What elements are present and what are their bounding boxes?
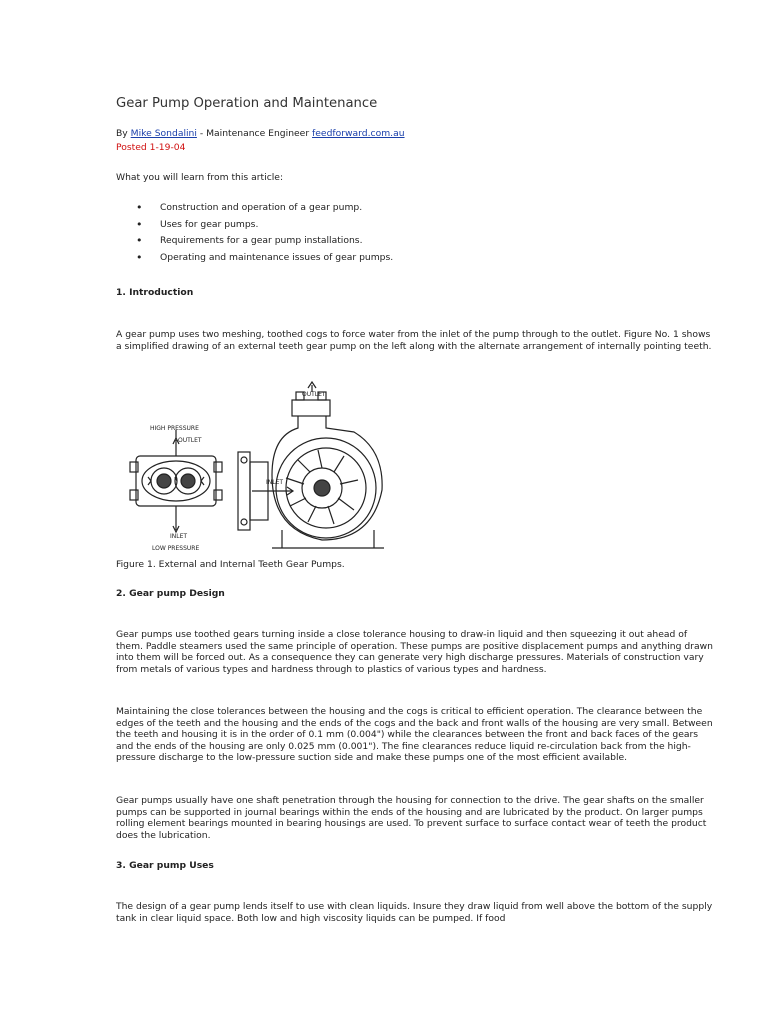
paragraph: Gear pumps usually have one shaft penetration through the housing for connection to the drive. The gear shafts on the smaller pumps can be supported in journal bearings within the ends of the housing and are lubricated by the product. On larger pumps rolling element bearings mounted in bearing housings are used. To prevent surface to surface contact wear of teeth the product does the lubrication. <box>116 795 707 841</box>
paragraph: Gear pumps use toothed gears turning inside a close tolerance housing to draw-in liquid and then squeezing it out ahead of them. Paddle steamers used the same principle of operation. These pumps are positive displacement pumps and anything drawn into them will be forced out. As a consequence they can generate very high discharge pressures. Materials of construction vary from metals of various types and hardness through to plastics of various types and hardness. <box>116 629 713 675</box>
paragraph: The design of a gear pump lends itself to use with clean liquids. Insure they draw liquid from well above the bottom of the supply tank in clear liquid space. Both low and high viscosity liquids can be pumped. If food <box>116 901 713 924</box>
label-inlet-small: INLET <box>170 533 188 540</box>
label-high-pressure: HIGH PRESSURE <box>150 425 199 432</box>
page-title: Gear Pump Operation and Maintenance <box>116 96 378 111</box>
intro-text: What you will learn from this article: <box>116 172 284 183</box>
internal-gear-pump-drawing <box>238 382 384 548</box>
learning-list <box>116 202 516 268</box>
list-item: • Uses for gear pumps. <box>116 219 516 236</box>
label-outlet-large: OUTLET <box>302 391 326 398</box>
gear-pump-figure <box>122 380 522 558</box>
list-item: • Operating and maintenance issues of gear pumps. <box>116 252 516 269</box>
author-role: - Maintenance Engineer <box>196 128 313 139</box>
site-link[interactable]: feedforward.com.au <box>312 128 405 139</box>
list-item: • Requirements for a gear pump installations. <box>116 235 516 252</box>
figure-caption: Figure 1. External and Internal Teeth Gear Pumps. <box>116 559 345 570</box>
author-link[interactable]: Mike Sondalini <box>130 128 197 139</box>
section-heading-uses: 3. Gear pump Uses <box>116 860 214 871</box>
paragraph: Maintaining the close tolerances between the housing and the cogs is critical to efficient operation. The clearance between the edges of the teeth and the housing and the ends of the cogs and the back and front walls of the housing are very small. Between the teeth and housing it is in the order of 0.1 mm (0.004") while the clearances between the front and back faces of the gears and the ends of the housing are only 0.025 mm (0.001"). The fine clearances reduce liquid re-circulation back from the high-pressure discharge to the low-pressure suction side and make these pumps one of the most efficient available. <box>116 706 713 764</box>
label-outlet-small: OUTLET <box>178 437 202 444</box>
label-low-pressure: LOW PRESSURE <box>152 545 200 552</box>
paragraph: A gear pump uses two meshing, toothed cogs to force water from the inlet of the pump through to the outlet. Figure No. 1 shows a simplified drawing of an external teeth gear pump on the left along with the alternate arrangement of internally pointing teeth. <box>116 329 712 352</box>
label-inlet-large: INLET <box>266 479 284 486</box>
byline <box>116 128 405 139</box>
section-heading-introduction: 1. Introduction <box>116 287 194 298</box>
byline-prefix: By <box>116 128 131 139</box>
external-gear-pump-drawing <box>130 430 222 532</box>
posted-date: Posted 1-19-04 <box>116 142 186 153</box>
list-item: • Construction and operation of a gear pump. <box>116 202 516 219</box>
section-heading-design: 2. Gear pump Design <box>116 588 225 599</box>
